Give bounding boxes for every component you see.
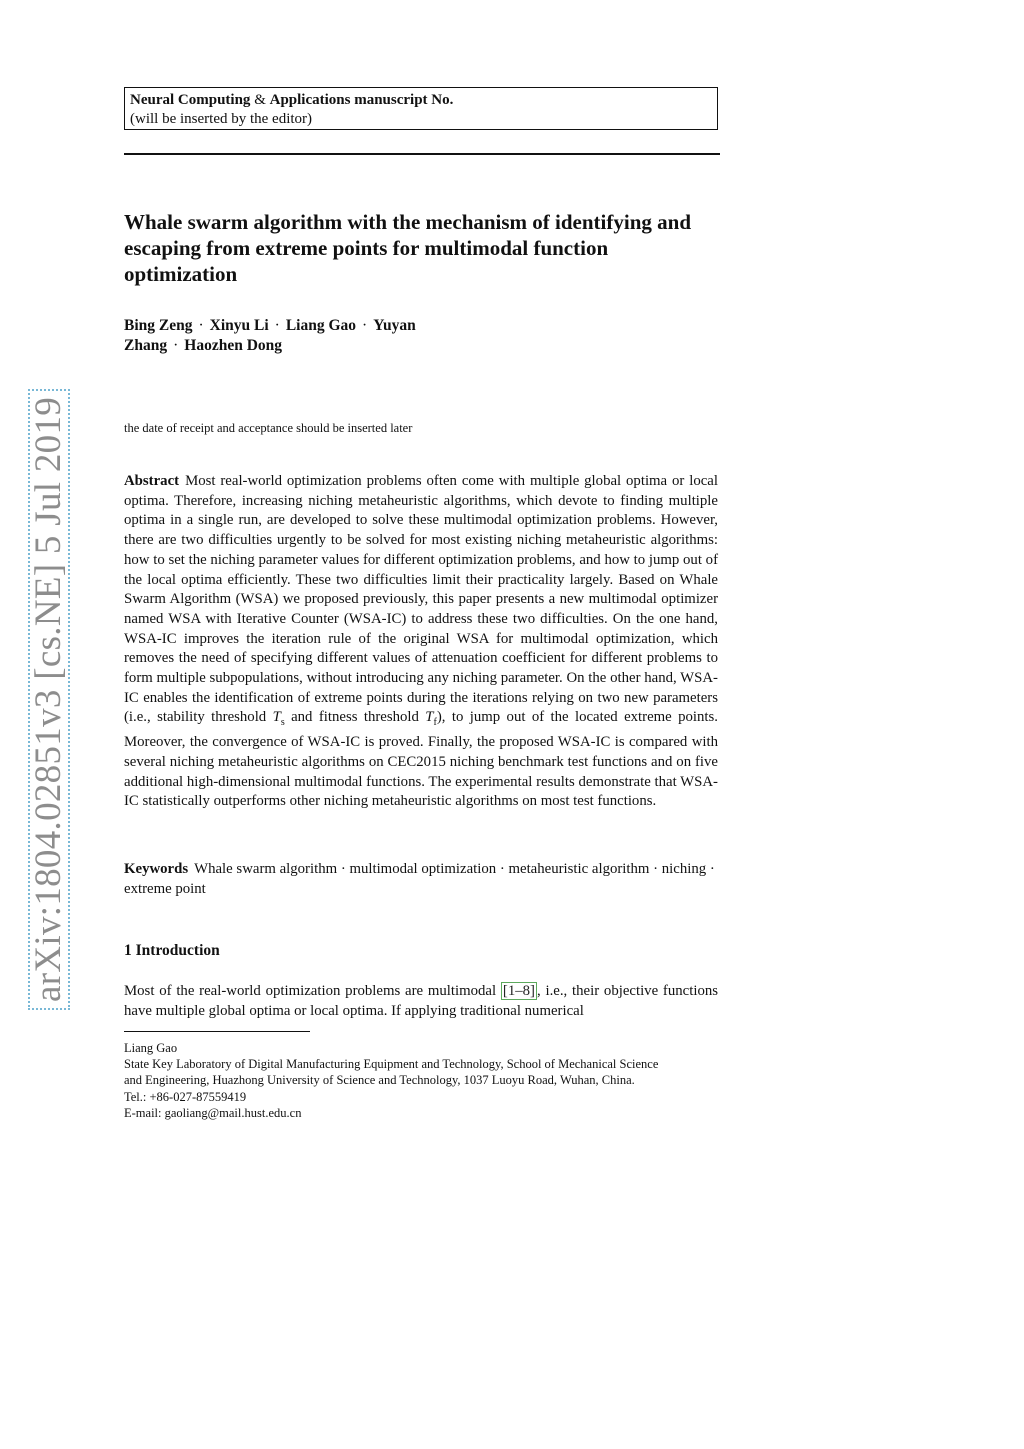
keywords-text: Whale swarm algorithm · multimodal optimization · metaheuristic algorithm · niching · extreme point — [124, 861, 715, 897]
keywords — [124, 859, 718, 899]
abstract-text: ), to jump out of the located extreme points. Moreover, the convergence of WSA-IC is proved. Finally, the proposed WSA-IC is compared with several niching metaheuristic algorithms on CEC2015 niching benchmark test functions and on five additional high-dimensional multimodal functions. The experimental results demonstrate that WSA-IC statistically outperforms other niching metaheuristic algorithms on most test functions. — [124, 709, 718, 810]
introduction-paragraph — [124, 981, 718, 1021]
footnote-email: E-mail: gaoliang@mail.hust.edu.cn — [124, 1105, 302, 1120]
author-name: Xinyu Li — [209, 317, 269, 334]
abstract-label: Abstract — [124, 473, 180, 489]
intro-text: Most of the real-world optimization problems are multimodal — [124, 983, 497, 999]
author-list — [124, 316, 454, 356]
tf-symbol: T — [425, 709, 434, 726]
abstract-text: Most real-world optimization problems often come with multiple global optima or local optima. Therefore, increasing niching metaheuristic algorithms, which devote to finding multiple optima in a single run, are developed to solve these multimodal optimization problems. However, there are two difficulties urgently to be solved for most existing niching metaheuristic algorithms: how to set the niching parameter values for different optimization problems, and how to jump out of the local optima efficiently. These two difficulties limit their practicality largely. Based on Whale Swarm Algorithm (WSA) we proposed previously, this paper presents a new multimodal optimizer named WSA with Iterative Counter (WSA-IC) to address these two difficulties. On the one hand, WSA-IC improves the iteration rule of the original WSA for multimodal optimization, which removes the need of specifying different values of attenuation coefficient for different problems to form multiple subpopulations, without introducing any niching parameter. On the other hand, WSA-IC enables the identification of extreme points during the iterations relying on two new parameters (i.e., stability threshold — [124, 473, 718, 726]
author-name: Yuyan Zhang — [124, 317, 416, 354]
header-rule — [124, 153, 720, 155]
citation-link[interactable]: [1–8] — [502, 983, 535, 999]
abstract-text: and fitness threshold — [291, 709, 419, 726]
section-heading-introduction: 1 Introduction — [124, 942, 220, 959]
received-note: the date of receipt and acceptance should be inserted later — [124, 421, 413, 435]
journal-name: Neural Computing — [130, 92, 251, 108]
author-name: Haozhen Dong — [184, 337, 283, 354]
journal-header-box — [124, 87, 718, 130]
paper-title: Whale swarm algorithm with the mechanism of identifying and escaping from extreme points for multimodal function optimization — [124, 210, 691, 286]
footnote-tel: Tel.: +86-027-87559419 — [124, 1089, 247, 1104]
journal-manuscript-label: Applications manuscript No. — [269, 92, 454, 108]
footnote — [124, 1040, 724, 1121]
footnote-affiliation: and Engineering, Huazhong University of Science and Technology, 1037 Luoyu Road, Wuhan, China. — [124, 1073, 635, 1088]
author-name: Bing Zeng — [124, 317, 193, 334]
author-name: Liang Gao — [285, 317, 357, 334]
author-separator: · — [173, 337, 179, 354]
footnote-name: Liang Gao — [124, 1041, 178, 1055]
keywords-label: Keywords — [124, 861, 189, 877]
ts-subscript: s — [280, 717, 285, 729]
journal-ampersand: & — [254, 92, 266, 108]
arxiv-stamp[interactable]: arXiv:1804.02851v3 [cs.NE] 5 Jul 2019 — [28, 389, 70, 1010]
abstract — [124, 472, 718, 812]
author-separator: · — [198, 317, 204, 334]
intro-text: , i.e., their objective functions have multiple global optima or local optima. If applying traditional numerical — [124, 983, 719, 1019]
author-separator: · — [274, 317, 280, 334]
ts-symbol: T — [272, 709, 281, 726]
footnote-rule — [124, 1031, 310, 1032]
editor-note: (will be inserted by the editor) — [130, 111, 313, 127]
footnote-affiliation: State Key Laboratory of Digital Manufacturing Equipment and Technology, School of Mechanical Science — [124, 1057, 659, 1072]
tf-subscript: f — [433, 717, 437, 729]
author-separator: · — [362, 317, 368, 334]
